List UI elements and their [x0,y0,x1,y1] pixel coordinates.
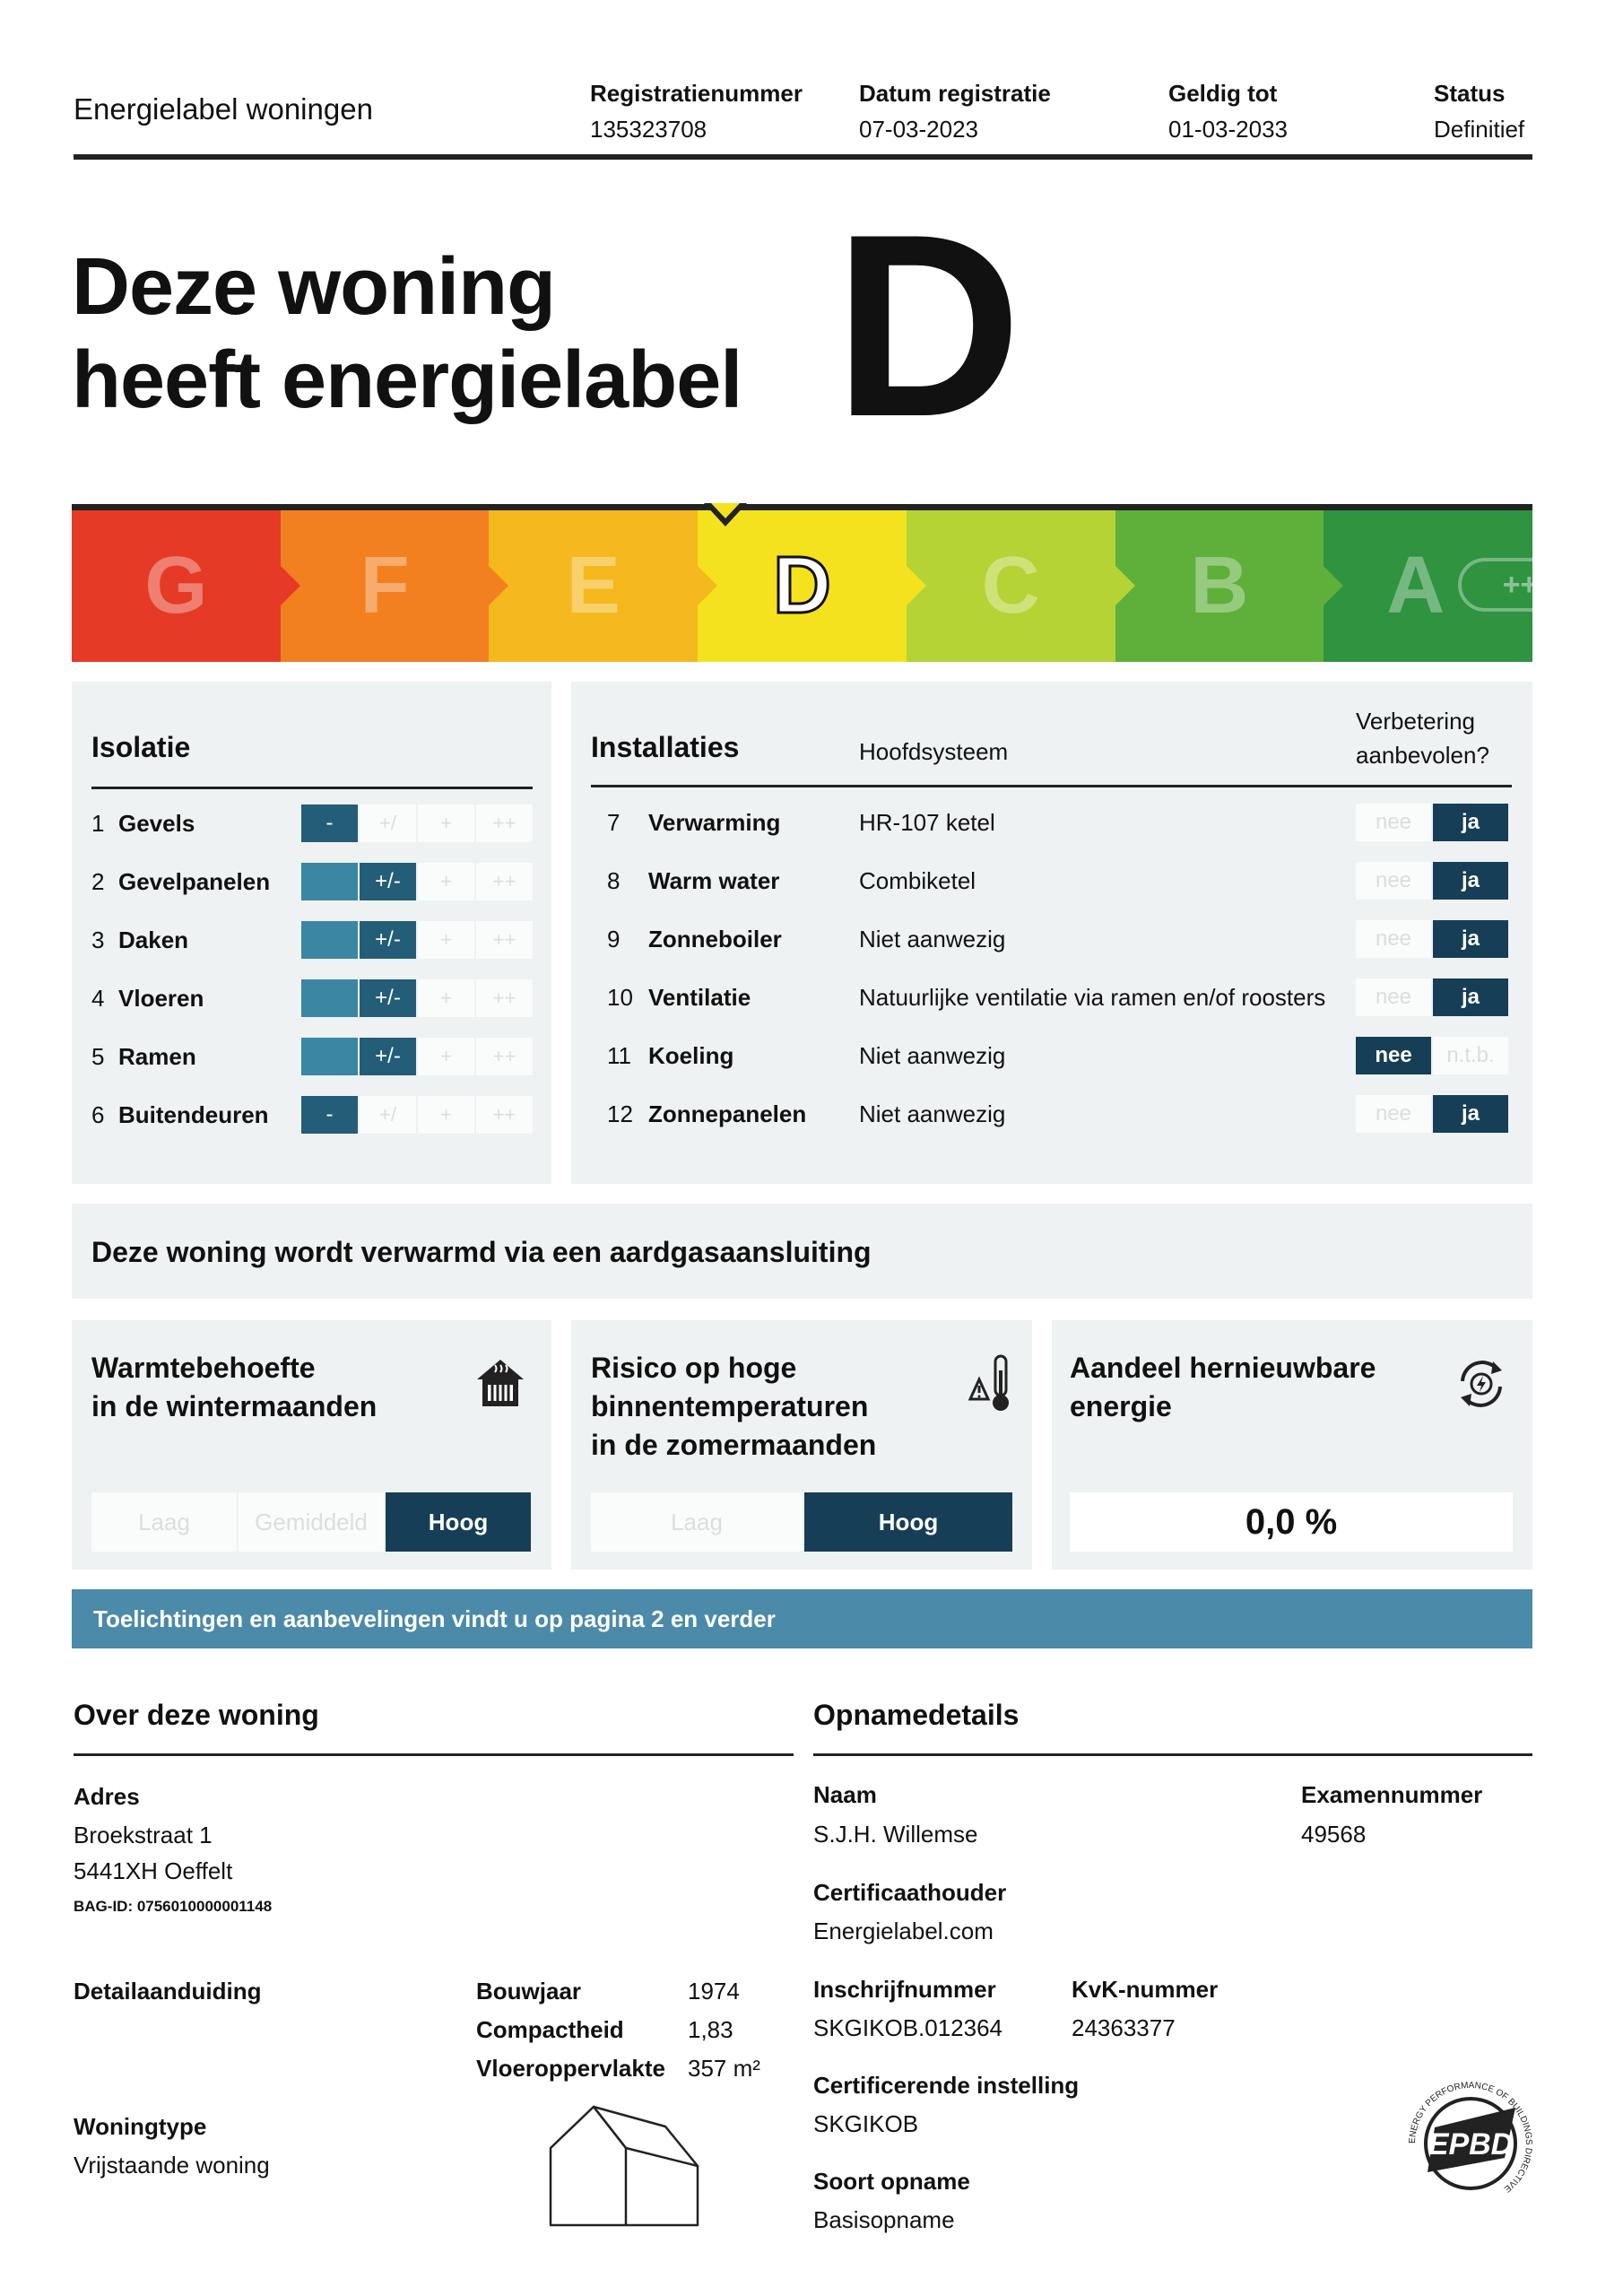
installatie-row [591,863,1515,899]
detached-house-icon [549,2103,701,2229]
certificerende-instelling-label: Certificerende instelling [813,2072,1080,2099]
toggle-nee: nee [1356,978,1431,1016]
verbetering-toggle [1356,978,1508,1016]
row-number: 10 [607,984,633,1011]
status [1434,75,1524,147]
hoofdsysteem-label: Hoofdsysteem [859,738,1009,765]
document-title: Energielabel woningen [74,92,373,126]
rating-ghost: ++ [476,863,533,900]
scale-chevron [1324,566,1343,605]
row-name: Gevels [118,810,195,837]
epbd-logo-icon [1399,2072,1542,2215]
adres-line-1: Broekstraat 1 [74,1822,213,1848]
scale-class-letter: F [360,541,410,631]
rating-value: +/- [360,863,416,900]
isolatie-row [91,922,540,958]
toggle-nee: nee [1356,920,1431,958]
status-value: Definitief [1434,116,1525,143]
rating-ghost: + [418,1038,474,1075]
verbetering-label-line-1: Verbetering [1356,708,1475,735]
risico-title-2: binnentemperaturen [591,1390,869,1422]
verbetering-label [1356,704,1489,772]
compactheid-value: 1,83 [688,2016,733,2043]
rating-fill [301,979,358,1017]
toggle-ja: ja [1433,804,1508,841]
geldig-tot-label: Geldig tot [1168,80,1278,107]
installatie-row [591,921,1515,957]
row-number: 9 [607,926,621,952]
scale-class-letter: G [144,541,208,631]
rating-ghost: +/ [360,804,416,842]
verbetering-toggle [1356,920,1508,958]
row-number: 1 [91,810,105,837]
row-number: 6 [91,1101,105,1128]
renewable-energy-icon [1450,1352,1513,1415]
installatie-row [591,1038,1515,1074]
toggle-ja: n.t.b. [1433,1037,1508,1074]
rating-fill [301,863,358,900]
inschrijfnummer-value: SKGIKOB.012364 [813,2014,1003,2041]
scale-chevron [281,566,300,605]
row-system: Niet aanwezig [859,1042,1006,1069]
toggle-ja: ja [1433,920,1508,958]
scale-plus-badge: ++++ [1458,558,1618,612]
scale-chevron [907,566,926,605]
isolatie-row [91,1039,540,1074]
verbetering-toggle [1356,1037,1508,1074]
rating-ghost: + [418,863,474,900]
aandeel-title [1070,1349,1376,1426]
toggle-nee: nee [1356,1037,1431,1074]
row-system: Natuurlijke ventilatie via ramen en/of roosters [859,984,1326,1011]
risico-option-laag: Laag [591,1492,803,1552]
inschrijfnummer-label: Inschrijfnummer [813,1976,996,2003]
row-number: 5 [91,1043,105,1070]
header-divider [74,154,1532,160]
registratienummer-label: Registratienummer [590,80,803,107]
isolatie-row [91,980,540,1016]
certificerende-instelling-value: SKGIKOB [813,2110,919,2137]
rating-ghost: ++ [476,1038,533,1075]
over-divider [74,1753,794,1756]
row-number: 4 [91,985,105,1012]
info-banner: Toelichtingen en aanbevelingen vindt u op pagina 2 en verder [72,1589,1532,1648]
soort-opname-value: Basisopname [813,2206,955,2233]
isolatie-row [91,805,540,841]
installaties-panel [571,682,1532,1184]
detailaanduiding-label: Detailaanduiding [74,1978,262,2005]
row-system: Combiketel [859,867,976,894]
rating-ghost: + [418,1096,474,1134]
risico-title [591,1349,876,1465]
rating-value: - [301,1096,358,1134]
rating-ghost: + [418,804,474,842]
scale-class-letter: B [1190,541,1249,631]
rating-ghost: + [418,979,474,1017]
rating-ghost: ++ [476,979,533,1017]
scale-chevron [698,566,717,605]
warmte-option-gemiddeld: Gemiddeld [239,1492,384,1552]
risico-title-1: Risico op hoge [591,1352,797,1384]
rating-scale [301,921,533,959]
scale-pointer-inner [711,503,740,518]
rating-scale [301,863,533,900]
compactheid-label: Compactheid [476,2016,624,2043]
installatie-row [591,1096,1515,1132]
isolatie-divider [91,787,533,789]
rating-ghost: ++ [476,804,533,842]
row-name: Zonneboiler [648,926,782,952]
row-name: Daken [118,926,189,953]
datum-registratie-label: Datum registratie [859,80,1051,107]
isolatie-row [91,1097,540,1133]
scale-chevron [489,566,508,605]
toggle-ja: ja [1433,978,1508,1016]
scale-class-e [489,510,698,662]
scale-class-letter: E [566,541,621,631]
opname-title: Opnamedetails [813,1699,1020,1731]
rating-ghost: ++ [476,921,533,959]
verbetering-toggle [1356,804,1508,841]
kvk-value: 24363377 [1072,2014,1176,2041]
heating-note: Deze woning wordt verwarmd via een aardgasaansluiting [91,1236,872,1268]
scale-class-letter: A [1386,541,1445,631]
certificaathouder-value: Energielabel.com [813,1918,994,1944]
scale-class-b [1115,510,1324,662]
isolatie-panel [72,682,551,1184]
toggle-ja: ja [1433,862,1508,900]
warmte-option-laag: Laag [91,1492,237,1552]
rating-scale [301,979,533,1017]
datum-registratie-value: 07-03-2023 [859,116,978,143]
scale-class-letter: C [981,541,1040,631]
naam-value: S.J.H. Willemse [813,1821,978,1848]
row-name: Gevelpanelen [118,868,271,895]
heating-note-panel [72,1204,1532,1299]
geldig-tot-value: 01-03-2033 [1168,116,1288,143]
row-name: Koeling [648,1042,734,1069]
toggle-nee: nee [1356,804,1431,841]
row-name: Buitendeuren [118,1101,269,1128]
verbetering-toggle [1356,862,1508,900]
naam-label: Naam [813,1781,877,1808]
rating-scale [301,804,533,842]
vloeroppervlakte-value: 357 m² [688,2055,760,2082]
registratienummer [590,75,803,147]
rating-value: +/- [360,1038,416,1075]
scale-class-c [907,510,1115,662]
epbd-logo-text: EPBD [1428,2127,1514,2161]
installatie-row [591,804,1515,840]
registratienummer-value: 135323708 [590,116,707,143]
row-number: 7 [607,809,621,836]
opname-divider [813,1753,1532,1756]
hero-line-1: Deze woning [72,242,556,332]
rating-ghost: + [418,921,474,959]
status-label: Status [1434,80,1506,107]
warmtebehoefte-title [91,1349,377,1426]
rating-scale [301,1038,533,1075]
row-number: 11 [607,1042,631,1069]
datum-registratie [859,75,1051,147]
isolatie-row [91,864,540,900]
aandeel-panel [1052,1320,1532,1570]
toggle-ja: ja [1433,1095,1508,1133]
vloeroppervlakte-label: Vloeroppervlakte [476,2055,665,2082]
scale-class-d [698,510,907,662]
examennummer-label: Examennummer [1301,1781,1483,1808]
thermometer-warning-icon [968,1352,1015,1413]
bouwjaar-value: 1974 [688,1978,740,2005]
toggle-nee: nee [1356,862,1431,900]
warmtebehoefte-panel [72,1320,551,1570]
scale-class-g [72,510,281,662]
scale-class-letter: D [772,541,831,631]
row-number: 8 [607,867,621,894]
aandeel-title-1: Aandeel hernieuwbare [1070,1352,1376,1384]
soort-opname-label: Soort opname [813,2168,970,2195]
row-number: 3 [91,926,105,953]
woningtype-value: Vrijstaande woning [74,2152,270,2179]
risico-panel [571,1320,1032,1570]
row-system: Niet aanwezig [859,926,1006,952]
installaties-title: Installaties [591,731,740,763]
installatie-row [591,979,1515,1015]
warmtebehoefte-title-1: Warmtebehoefte [91,1352,316,1384]
hero-line-2: heeft energielabel [72,335,742,425]
row-system: Niet aanwezig [859,1100,1006,1127]
risico-title-3: in de zomermaanden [591,1429,877,1461]
adres-line-2: 5441XH Oeffelt [74,1857,233,1884]
house-heating-icon [473,1356,527,1410]
rating-fill [301,921,358,959]
warmte-option-hoog: Hoog [386,1492,531,1552]
installaties-divider [591,785,1512,787]
geldig-tot [1168,75,1288,147]
rating-scale [301,1096,533,1134]
toggle-nee: nee [1356,1095,1431,1133]
epbd-ring-text: ENERGY PERFORMANCE OF BUILDINGS DIRECTIVE [1407,2080,1534,2195]
scale-chevron [1115,566,1135,605]
row-name: Verwarming [648,809,781,836]
certificaathouder-label: Certificaathouder [813,1879,1007,1906]
row-name: Zonnepanelen [648,1100,807,1127]
bouwjaar-label: Bouwjaar [476,1978,582,2005]
aandeel-value: 0,0 % [1070,1492,1513,1552]
rating-value: +/- [360,921,416,959]
scale-class-f [281,510,490,662]
row-number: 12 [607,1100,633,1127]
energy-scale [72,504,1574,662]
isolatie-title: Isolatie [91,731,191,763]
rating-value: +/- [360,979,416,1017]
row-number: 2 [91,868,105,895]
row-name: Ramen [118,1043,196,1070]
rating-ghost: +/ [360,1096,416,1134]
hero-heading [72,240,742,427]
warmtebehoefte-title-2: in de wintermaanden [91,1390,378,1422]
over-title: Over deze woning [74,1699,319,1731]
row-name: Vloeren [118,985,204,1012]
risico-scale [591,1492,1012,1552]
risico-option-hoog: Hoog [804,1492,1012,1552]
verbetering-toggle [1356,1095,1508,1133]
energy-label-letter: D [834,180,1017,471]
warmtebehoefte-scale [91,1492,531,1552]
bag-id: BAG-ID: 0756010000001148 [74,1898,273,1915]
examennummer-value: 49568 [1301,1821,1367,1848]
row-name: Ventilatie [648,984,751,1011]
aandeel-title-2: energie [1070,1390,1172,1422]
verbetering-label-line-2: aanbevolen? [1356,742,1489,769]
kvk-label: KvK-nummer [1072,1976,1219,2003]
rating-fill [301,1038,358,1075]
scale-class-a [1324,510,1574,662]
rating-ghost: ++ [476,1096,533,1134]
row-system: HR-107 ketel [859,809,995,836]
woningtype-label: Woningtype [74,2113,207,2140]
adres-label: Adres [74,1783,140,1810]
row-name: Warm water [648,867,780,894]
rating-value: - [301,804,358,842]
